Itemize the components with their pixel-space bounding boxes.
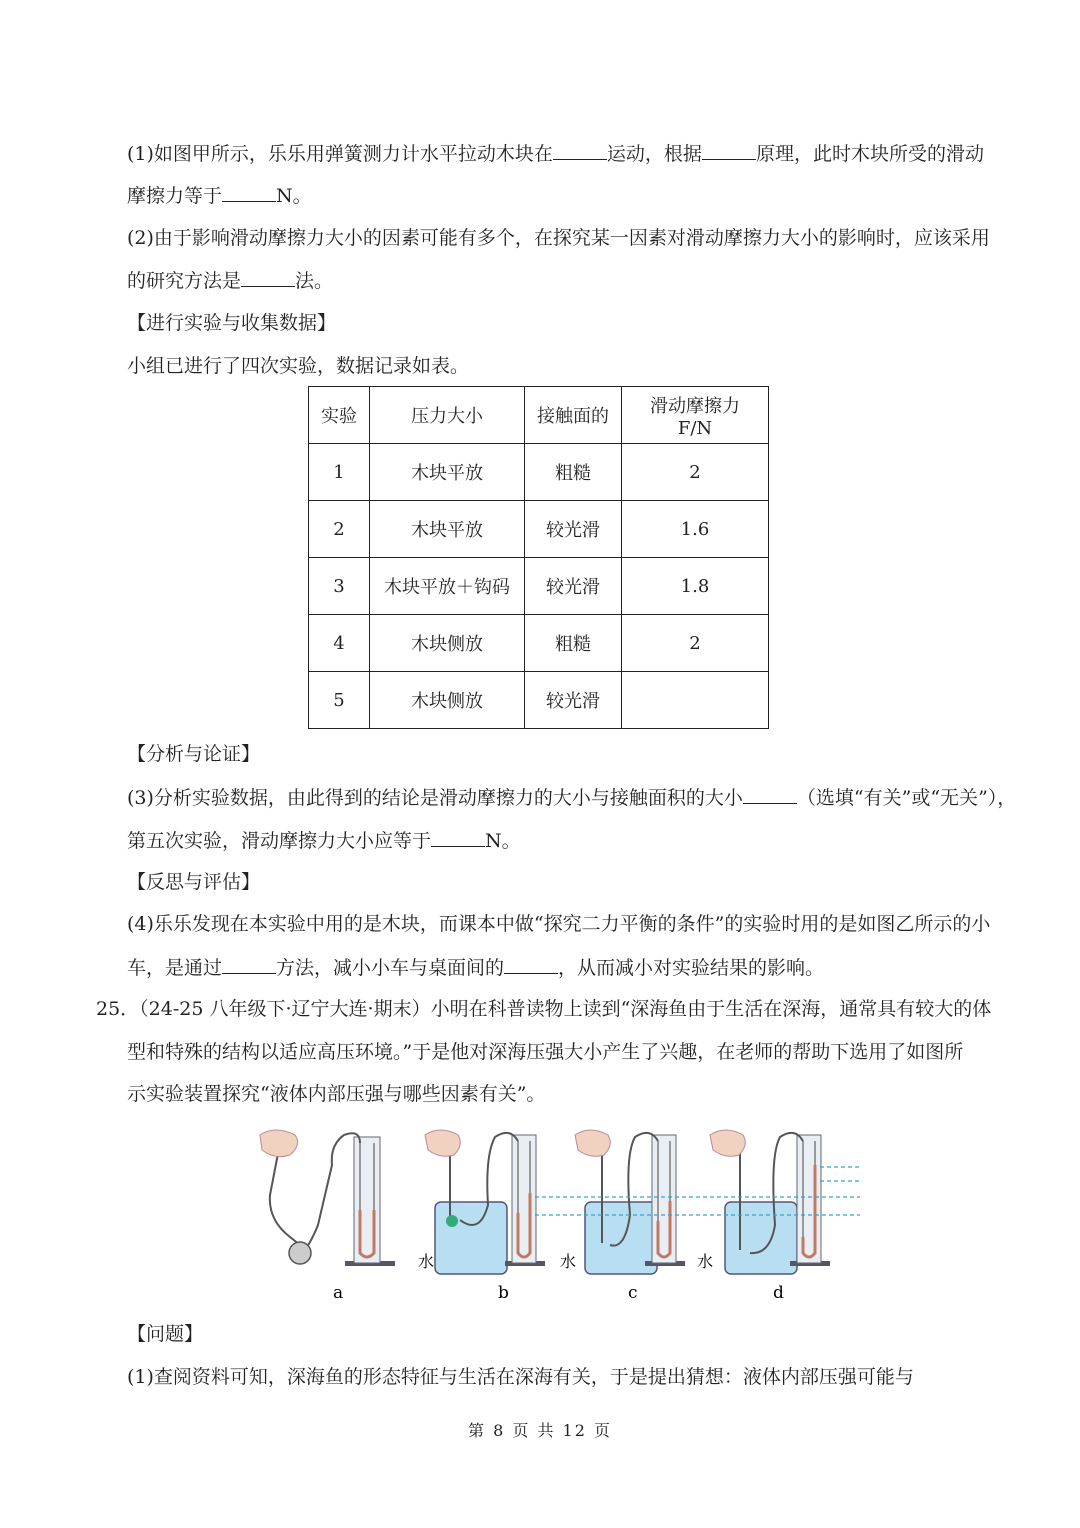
table-cell: 较光滑 bbox=[525, 672, 622, 729]
question-3-line-1 bbox=[127, 785, 1016, 810]
table-cell: 2 bbox=[622, 444, 769, 501]
answer-blank[interactable] bbox=[743, 785, 797, 804]
answer-blank[interactable] bbox=[241, 268, 295, 287]
text: 摩擦力等于 bbox=[127, 185, 223, 207]
table-cell: 木块侧放 bbox=[370, 672, 525, 729]
text: 的研究方法是 bbox=[127, 270, 242, 292]
question-25-1-line-1: (1)查阅资料可知，深海鱼的形态特征与生活在深海有关，于是提出猜想：液体内部压强可能与 bbox=[127, 1366, 914, 1388]
page-footer: 第 8 页 共 12 页 bbox=[468, 1421, 612, 1440]
answer-blank[interactable] bbox=[222, 955, 276, 974]
water-label: 水 bbox=[560, 1252, 577, 1271]
header-cell: 接触面的 bbox=[525, 387, 622, 444]
answer-blank[interactable] bbox=[431, 828, 485, 847]
question-1-line-1 bbox=[127, 141, 984, 166]
table-cell: 木块平放＋钩码 bbox=[370, 558, 525, 615]
table-cell: 1.6 bbox=[622, 501, 769, 558]
text: 原理，此时木块所受的滑动 bbox=[755, 143, 984, 165]
water-label: 水 bbox=[697, 1252, 714, 1271]
text: 第五次实验，滑动摩擦力大小应等于 bbox=[127, 830, 432, 852]
question-2-line-2 bbox=[127, 268, 333, 293]
question-25-line-2: 型和特殊的结构以适应高压环境。”于是他对深海压强大小产生了兴趣，在老师的帮助下选用了如图所 bbox=[127, 1041, 964, 1063]
table-cell: 4 bbox=[309, 615, 370, 672]
text: ，从而减小对实验结果的影响。 bbox=[558, 957, 825, 979]
table-cell: 较光滑 bbox=[525, 501, 622, 558]
answer-blank[interactable] bbox=[553, 141, 607, 160]
text: 法。 bbox=[295, 270, 334, 292]
water-label: 水 bbox=[418, 1252, 435, 1271]
section-heading-reflection: 【反思与评估】 bbox=[127, 871, 261, 893]
header-cell: 压力大小 bbox=[370, 387, 525, 444]
figure-label-c: c bbox=[628, 1283, 638, 1303]
apparatus-c bbox=[560, 1130, 685, 1274]
table-row bbox=[309, 615, 769, 672]
question-1-line-2 bbox=[127, 183, 312, 208]
text: 车，是通过 bbox=[127, 957, 223, 979]
pressure-experiment-figure bbox=[240, 1125, 865, 1310]
question-3-line-2 bbox=[127, 828, 521, 853]
question-25-line-3: 示实验装置探究“液体内部压强与哪些因素有关”。 bbox=[127, 1083, 546, 1105]
table-cell: 1.8 bbox=[622, 558, 769, 615]
text: 方法，减小小车与桌面间的 bbox=[276, 957, 505, 979]
section-heading-question: 【问题】 bbox=[127, 1323, 204, 1345]
table-cell: 5 bbox=[309, 672, 370, 729]
header-cell: 滑动摩擦力 F/N bbox=[622, 387, 769, 444]
text: (1)如图甲所示，乐乐用弹簧测力计水平拉动木块在 bbox=[127, 143, 553, 165]
table-row bbox=[309, 558, 769, 615]
answer-blank[interactable] bbox=[222, 183, 276, 202]
figure-label-a: a bbox=[333, 1283, 344, 1303]
table-cell: 2 bbox=[622, 615, 769, 672]
table-cell: 木块平放 bbox=[370, 444, 525, 501]
question-4-line-1: (4)乐乐发现在本实验中用的是木块，而课本中做“探究二力平衡的条件”的实验时用的是如图乙所示的小 bbox=[127, 913, 991, 935]
answer-blank[interactable] bbox=[504, 955, 558, 974]
table-cell: 木块侧放 bbox=[370, 615, 525, 672]
table-cell: 木块平放 bbox=[370, 501, 525, 558]
table-cell: 1 bbox=[309, 444, 370, 501]
text: (3)分析实验数据，由此得到的结论是滑动摩擦力的大小与接触面积的大小 bbox=[127, 787, 743, 809]
apparatus-b bbox=[418, 1130, 545, 1274]
table-row bbox=[309, 501, 769, 558]
table-cell: 粗糙 bbox=[525, 444, 622, 501]
table-cell: 较光滑 bbox=[525, 558, 622, 615]
table-row bbox=[309, 444, 769, 501]
section-heading-experiment: 【进行实验与收集数据】 bbox=[127, 312, 337, 334]
question-25-line-1: 25．（24-25 八年级下·辽宁大连·期末）小明在科普读物上读到“深海鱼由于生活在深海，通常具有较大的体 bbox=[96, 998, 992, 1020]
table-intro: 小组已进行了四次实验，数据记录如表。 bbox=[127, 355, 470, 377]
question-2-line-1: (2)由于影响滑动摩擦力大小的因素可能有多个，在探究某一因素对滑动摩擦力大小的影响时，应该采用 bbox=[127, 227, 990, 249]
text: N。 bbox=[276, 185, 312, 207]
answer-blank[interactable] bbox=[702, 141, 756, 160]
question-4-line-2 bbox=[127, 955, 824, 980]
figure-label-d: d bbox=[773, 1283, 784, 1303]
table-cell: 粗糙 bbox=[525, 615, 622, 672]
text: （选填“有关”或“无关”）， bbox=[796, 787, 1017, 809]
apparatus-d bbox=[697, 1130, 830, 1274]
table-cell: 2 bbox=[309, 501, 370, 558]
table-row bbox=[309, 672, 769, 729]
apparatus-a bbox=[260, 1130, 395, 1266]
table-cell: 3 bbox=[309, 558, 370, 615]
text: 运动，根据 bbox=[606, 143, 702, 165]
table-header-row bbox=[309, 387, 769, 444]
text: N。 bbox=[485, 830, 521, 852]
figure-label-b: b bbox=[498, 1283, 509, 1303]
section-heading-analysis: 【分析与论证】 bbox=[127, 743, 261, 765]
data-table bbox=[308, 386, 769, 729]
table-cell-empty[interactable] bbox=[622, 672, 769, 729]
header-cell: 实验 bbox=[309, 387, 370, 444]
